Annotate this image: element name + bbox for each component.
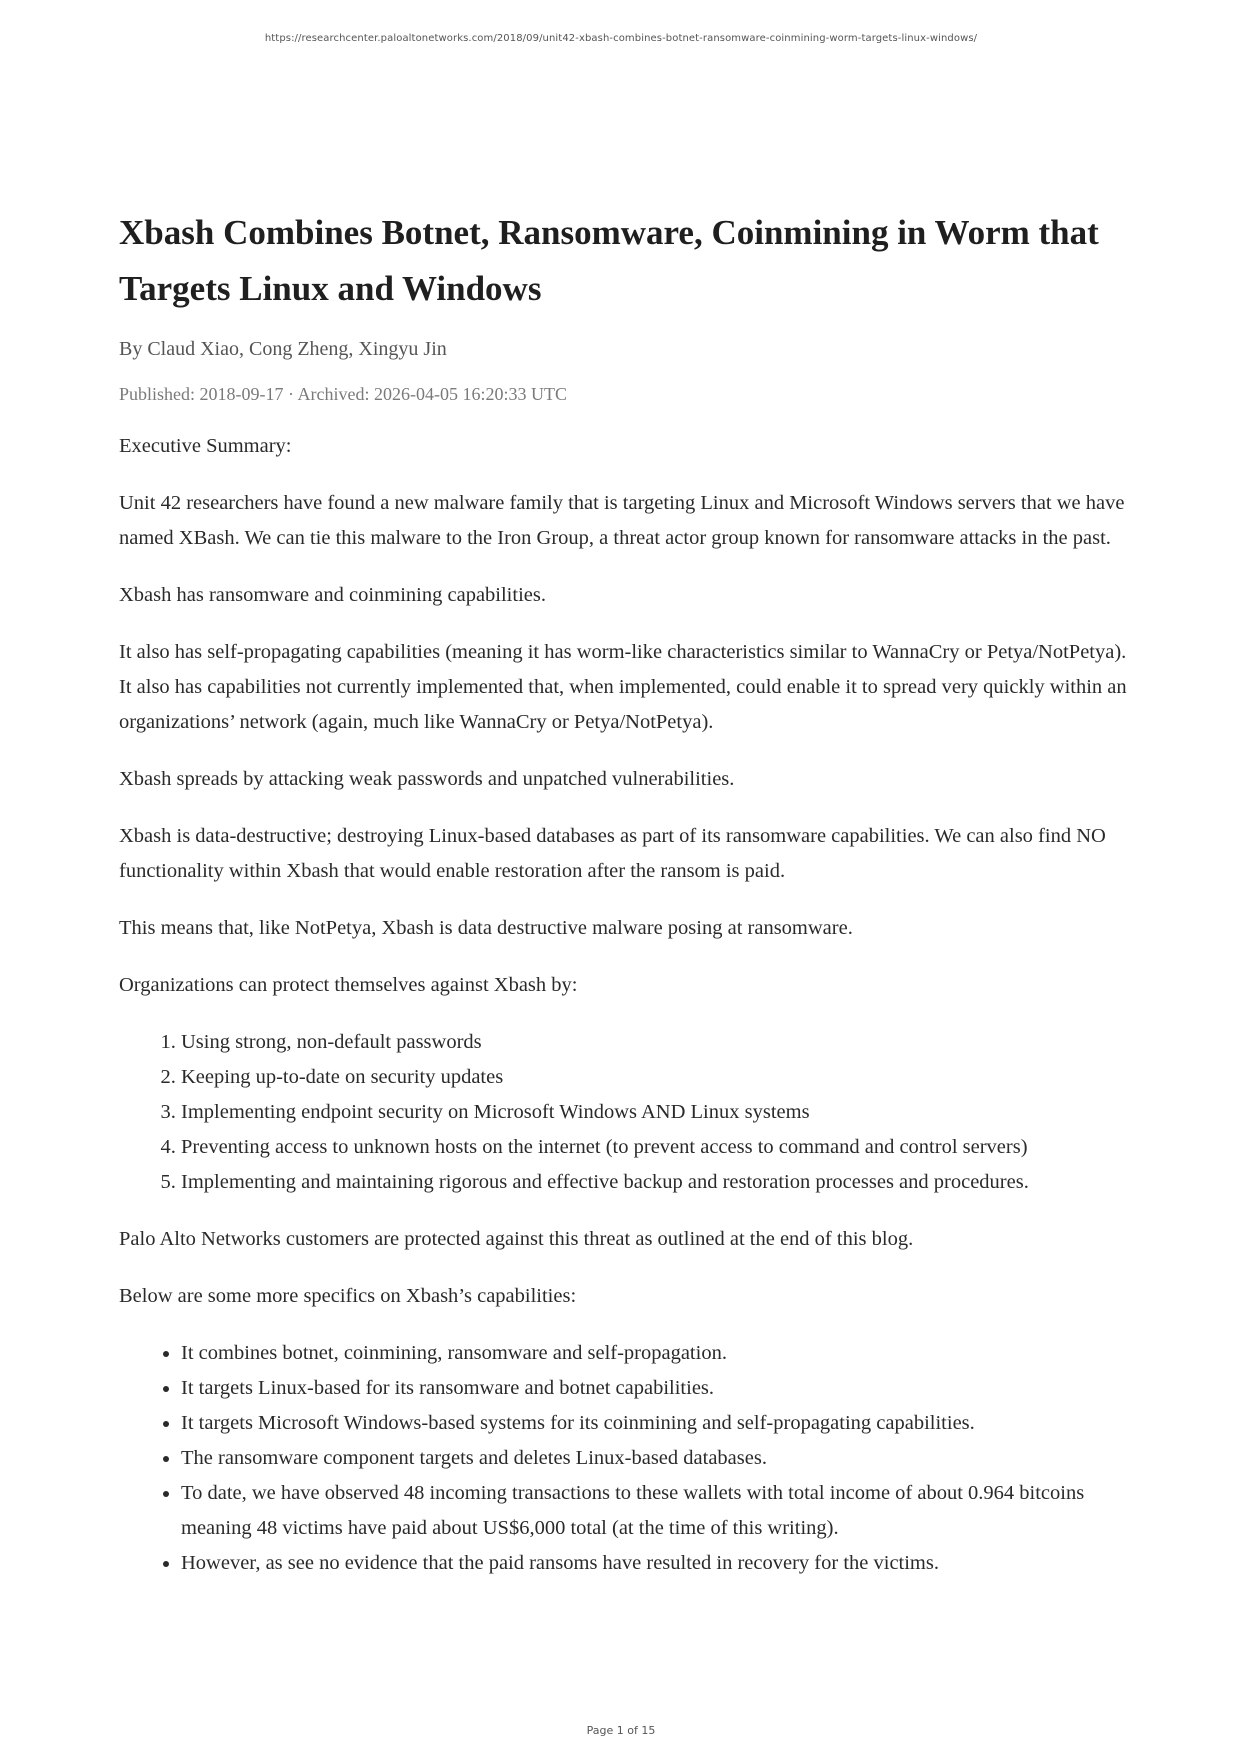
byline: By Claud Xiao, Cong Zheng, Xingyu Jin — [119, 338, 447, 360]
paragraph: Organizations can protect themselves against Xbash by: — [119, 974, 578, 996]
paragraph: Unit 42 researchers have found a new malware family that is targeting Linux and Microsoft Windows servers that we have named XBash. We can tie this malware to the Iron Group, a threat actor group known for ransomware attacks in the past. — [119, 492, 1125, 549]
article-body — [119, 429, 1127, 1581]
list-item: • To date, we have observed 48 incoming transactions to these wallets with total income of about 0.964 bitcoins meaning 48 victims have paid about US$6,000 total (at the time of this writing). — [181, 1476, 1127, 1546]
article — [119, 205, 1127, 1603]
paragraph: Xbash is data-destructive; destroying Linux-based databases as part of its ransomware capabilities. We can also find NO functionality within Xbash that would enable restoration after the ransom is paid. — [119, 825, 1106, 882]
exec-summary-heading: Executive Summary: — [119, 435, 292, 457]
list-item: • It targets Linux-based for its ransomware and botnet capabilities. — [181, 1371, 1127, 1406]
publish-meta: Published: 2018-09-17 · Archived: 2026-04-05 16:20:33 UTC — [119, 384, 567, 404]
list-item: 3. Implementing endpoint security on Microsoft Windows AND Linux systems — [181, 1095, 1127, 1130]
paragraph: It also has self-propagating capabilities (meaning it has worm-like characteristics similar to WannaCry or Petya/NotPetya). It also has capabilities not currently implemented that, when implemented, could enable it to spread very quickly within an organizations’ network (again, much like WannaCry or Petya/NotPetya). — [119, 641, 1127, 733]
list-item: 2. Keeping up-to-date on security updates — [181, 1060, 1127, 1095]
protection-list — [119, 1025, 1127, 1200]
customers-paragraph: Palo Alto Networks customers are protected against this threat as outlined at the end of this blog. — [119, 1228, 914, 1250]
list-item: 5. Implementing and maintaining rigorous and effective backup and restoration processes and procedures. — [181, 1165, 1127, 1200]
article-title: Xbash Combines Botnet, Ransomware, Coinmining in Worm that Targets Linux and Windows — [119, 213, 1099, 308]
paragraph: This means that, like NotPetya, Xbash is data destructive malware posing at ransomware. — [119, 917, 853, 939]
source-url: https://researchcenter.paloaltonetworks.com/2018/09/unit42-xbash-combines-botnet-ransomware-coinmining-worm-targets-linux-windows/ — [264, 33, 978, 44]
specifics-heading: Below are some more specifics on Xbash’s capabilities: — [119, 1285, 577, 1307]
list-item: • It combines botnet, coinmining, ransomware and self-propagation. — [181, 1336, 1127, 1371]
list-item: • However, as see no evidence that the paid ransoms have resulted in recovery for the victims. — [181, 1546, 1127, 1581]
paragraph: Xbash spreads by attacking weak passwords and unpatched vulnerabilities. — [119, 768, 735, 790]
paragraph: Xbash has ransomware and coinmining capabilities. — [119, 584, 546, 606]
list-item: • The ransomware component targets and deletes Linux-based databases. — [181, 1441, 1127, 1476]
list-item: 4. Preventing access to unknown hosts on the internet (to prevent access to command and control servers) — [181, 1130, 1127, 1165]
capabilities-list — [119, 1336, 1127, 1581]
list-item: 1. Using strong, non-default passwords — [181, 1025, 1127, 1060]
list-item: • It targets Microsoft Windows-based systems for its coinmining and self-propagating capabilities. — [181, 1406, 1127, 1441]
page-number: Page 1 of 15 — [586, 1724, 656, 1737]
